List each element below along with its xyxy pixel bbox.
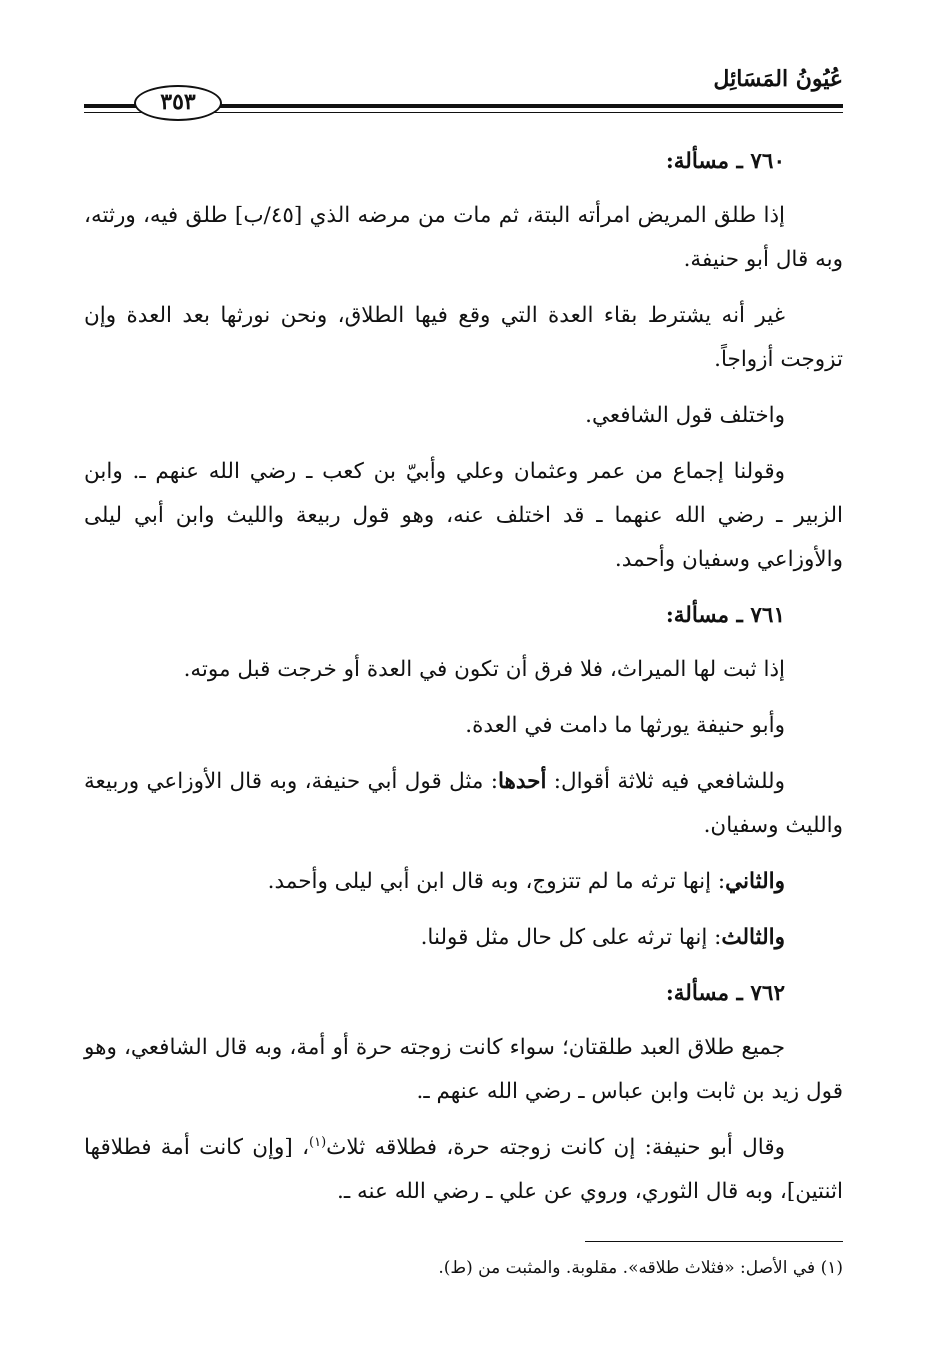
- section-heading-762: ٧٦٢ ـ مسألة:: [665, 981, 785, 1006]
- paragraph-third-opinion: [84, 916, 843, 960]
- paragraph-part: ، [وإن كانت أمة فطلاقها اثنتين]، وبه قال الثوري، وروي عن علي ـ رضي الله عنه ـ.: [84, 1135, 843, 1204]
- footnote-marker[interactable]: (١): [309, 1134, 327, 1150]
- opinion-third-label: والثالث: [721, 925, 785, 950]
- paragraph: إذا طلق المريض امرأته البتة، ثم مات من مرضه الذي [٤٥/ب] طلق فيه، ورثته، وبه قال أبو حنيفة.: [84, 203, 843, 272]
- section-heading-761: ٧٦١ ـ مسألة:: [665, 603, 785, 628]
- paragraph: غير أنه يشترط بقاء العدة التي وقع فيها الطلاق، ونحن نورثها بعد العدة وإن تزوجت أزواجاً.: [84, 303, 843, 372]
- page-number: ٣٥٣: [134, 85, 222, 121]
- footnote: (١) في الأصل: «فثلاث طلاقه». مقلوبة. والمثبت من (ط).: [438, 1258, 843, 1278]
- footnote-rule: [585, 1241, 843, 1242]
- paragraph: وأبو حنيفة يورثها ما دامت في العدة.: [465, 713, 785, 738]
- opinion-first-text: : مثل قول أبي حنيفة، وبه قال الأوزاعي وربيعة والليث وسفيان.: [84, 769, 843, 838]
- paragraph: واختلف قول الشافعي.: [585, 403, 785, 428]
- shafii-intro: وللشافعي فيه ثلاثة أقوال:: [553, 769, 785, 794]
- opinion-first-label: أحدها: [497, 769, 547, 794]
- main-text: [84, 140, 843, 1226]
- paragraph: وقولنا إجماع من عمر وعثمان وعلي وأبيّ بن كعب ـ رضي الله عنهم ـ. وابن الزبير ـ رضي الله عنهما ـ قد اختلف عنه، وهو قول ربيعة والليث وابن أبي ليلى والأوزاعي وسفيان وأحمد.: [84, 459, 843, 572]
- paragraph-shafii-opinions: [84, 760, 843, 848]
- paragraph-abu-hanifa: [84, 1126, 843, 1214]
- paragraph-part: وقال أبو حنيفة: إن كانت زوجته حرة، فطلاقه ثلاث: [326, 1135, 785, 1160]
- opinion-third-text: : إنها ترثه على كل حال مثل قولنا.: [420, 925, 722, 950]
- running-header-title: عُيُونُ المَسَائِل: [713, 66, 843, 92]
- opinion-second-text: : إنها ترثه ما لم تتزوج، وبه قال ابن أبي ليلى وأحمد.: [267, 869, 726, 894]
- opinion-second-label: والثاني: [725, 869, 785, 894]
- paragraph: جميع طلاق العبد طلقتان؛ سواء كانت زوجته حرة أو أمة، وبه قال الشافعي، وهو قول زيد بن ثابت وابن عباس ـ رضي الله عنهم ـ.: [84, 1035, 843, 1104]
- section-heading-760: ٧٦٠ ـ مسألة:: [665, 149, 785, 174]
- paragraph-second-opinion: [84, 860, 843, 904]
- paragraph: إذا ثبت لها الميراث، فلا فرق أن تكون في العدة أو خرجت قبل موته.: [183, 657, 785, 682]
